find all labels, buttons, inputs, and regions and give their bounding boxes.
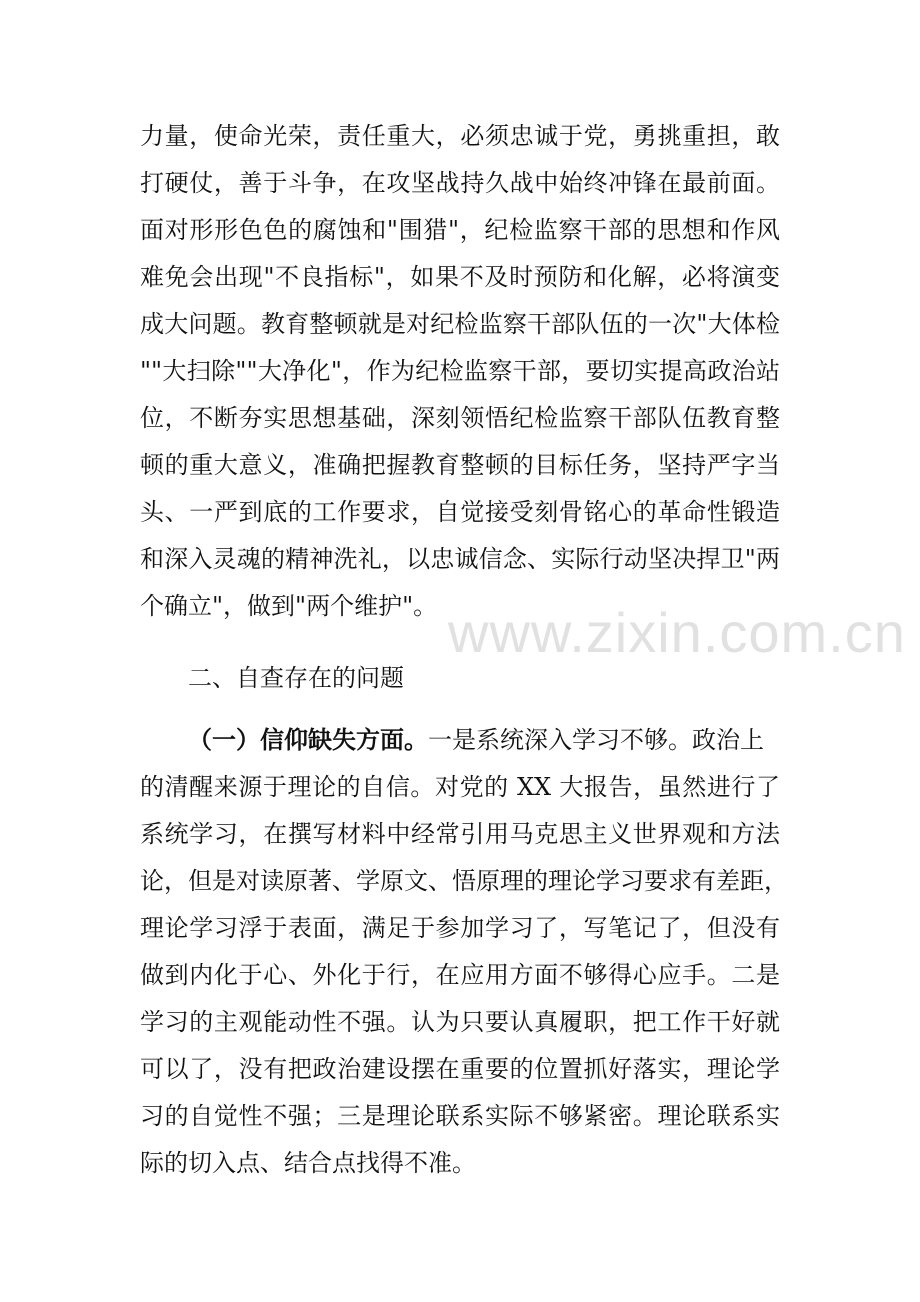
paragraph1-line: 位，不断夯实思想基础，深刻领悟纪检监察干部队伍教育整 xyxy=(140,404,780,432)
paragraph1-line: 力量，使命光荣，责任重大，必须忠诚于党，勇挑重担，敢 xyxy=(140,122,780,150)
watermark: www.zixin.com.cn xyxy=(448,601,906,664)
paragraph2-line: 的清醒来源于理论的自信。对党的 XX 大报告，虽然进行了 xyxy=(140,773,780,801)
paragraph1-line: 成大问题。教育整顿就是对纪检监察干部队伍的一次"大体检 xyxy=(140,310,780,338)
paragraph2-line: 做到内化于心、外化于行，在应用方面不够得心应手。二是 xyxy=(140,961,780,989)
paragraph1-line: 顿的重大意义，准确把握教育整顿的目标任务，坚持严字当 xyxy=(140,451,780,479)
paragraph1-line: 打硬仗，善于斗争，在攻坚战持久战中始终冲锋在最前面。 xyxy=(140,169,780,197)
paragraph1-line: 难免会出现"不良指标"，如果不及时预防和化解，必将演变 xyxy=(140,263,780,291)
paragraph1-line: ""大扫除""大净化"，作为纪检监察干部，要切实提高政治站 xyxy=(140,357,780,385)
section-heading: 二、自查存在的问题 xyxy=(188,664,404,692)
paragraph1-line: 个确立"，做到"两个维护"。 xyxy=(140,592,438,620)
paragraph2-line: 际的切入点、结合点找得不准。 xyxy=(140,1149,476,1177)
paragraph2-line: 可以了，没有把政治建设摆在重要的位置抓好落实，理论学 xyxy=(140,1055,780,1083)
paragraph2-line: 学习的主观能动性不强。认为只要认真履职，把工作干好就 xyxy=(140,1008,780,1036)
paragraph2-line: 习的自觉性不强；三是理论联系实际不够紧密。理论联系实 xyxy=(140,1102,780,1130)
paragraph1-line: 面对形形色色的腐蚀和"围猎"，纪检监察干部的思想和作风 xyxy=(140,216,780,244)
paragraph2-line: 理论学习浮于表面，满足于参加学习了，写笔记了，但没有 xyxy=(140,914,780,942)
paragraph2-line: 系统学习，在撰写材料中经常引用马克思主义世界观和方法 xyxy=(140,820,780,848)
paragraph2-lead-bold: （一）信仰缺失方面。 xyxy=(188,725,428,754)
paragraph2-lead-rest: 一是系统深入学习不够。政治上 xyxy=(428,726,764,754)
paragraph1-line: 和深入灵魂的精神洗礼，以忠诚信念、实际行动坚决捍卫"两 xyxy=(140,545,780,573)
paragraph1-line: 头、一严到底的工作要求，自觉接受刻骨铭心的革命性锻造 xyxy=(140,498,780,526)
paragraph2-first-line xyxy=(188,722,780,758)
paragraph2-line: 论，但是对读原著、学原文、悟原理的理论学习要求有差距， xyxy=(140,867,788,895)
